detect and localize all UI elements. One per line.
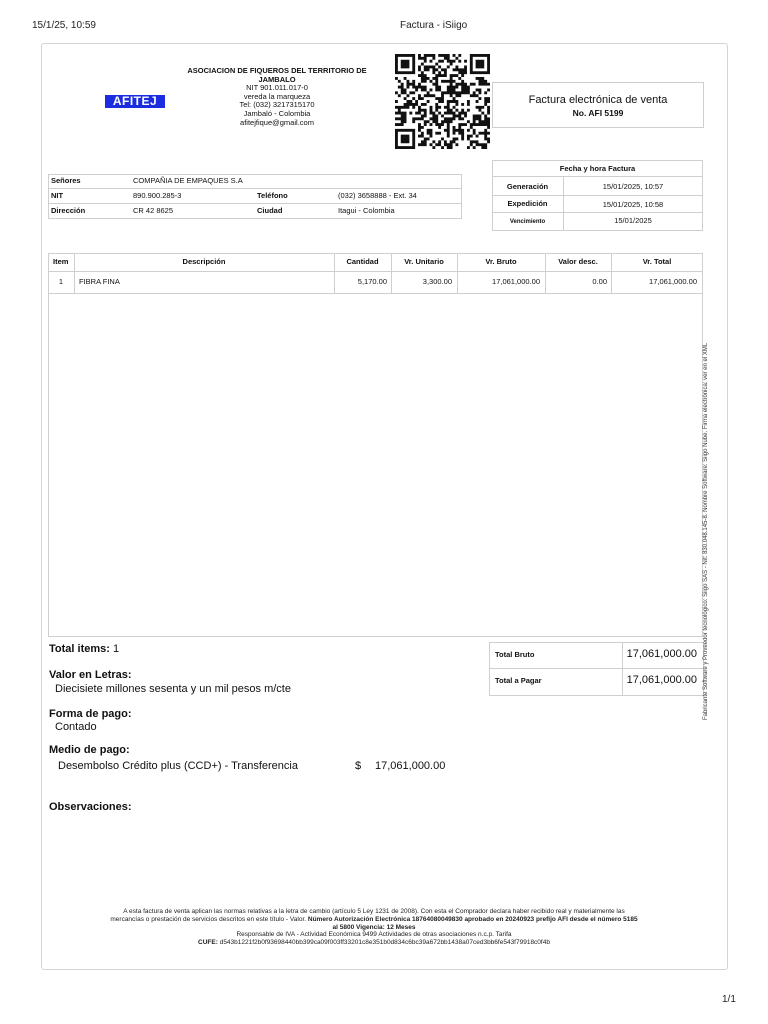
date-value-due: 15/01/2025 (614, 216, 652, 225)
footer-cufe (64, 939, 684, 947)
issuer-email: afitejfique@gmail.com (240, 117, 314, 127)
letters-label: Valor en Letras: (49, 669, 132, 681)
total-items-block (49, 643, 119, 655)
total-pay-value: 17,061,000.00 (626, 674, 697, 686)
customer-nit-label: NIT (51, 191, 64, 200)
col-header-discount: Valor desc. (558, 257, 598, 266)
software-provider-note: Fabricante Software y Proveedor tecnológico: Siigo SAS - Nit: 830.048.145-8. Nombre Software: Siigo Nube. Firma electrónica: ver en el XML (703, 342, 709, 720)
issuer-name-line1: ASOCIACION DE FIQUEROS DEL TERRITORIO DE (187, 66, 367, 75)
cell-discount: 0.00 (592, 277, 607, 286)
date-value-expedition: 15/01/2025, 10:58 (602, 200, 664, 209)
footer-authorization: Número Autorización Electrónica 18764080049830 aprobado en 20240923 prefijo AFI desde el número 5185 (307, 915, 638, 923)
customer-name-value: COMPAÑIA DE EMPAQUES S.A (133, 176, 243, 185)
cell-item: 1 (58, 277, 64, 286)
col-header-quantity: Cantidad (346, 257, 379, 266)
company-logo: AFITEJ (105, 95, 165, 108)
issuer-city: Jambaló - Colombia (243, 108, 311, 118)
print-page-count: 1/1 (722, 994, 736, 1005)
divider (492, 176, 703, 177)
cell-description: FIBRA FINA (79, 277, 120, 286)
footer-line4: Responsable de IVA - Actividad Económica 9499 Actividades de otras asociaciones n.c.p. Tarifa (236, 931, 512, 939)
col-header-description: Descripción (182, 257, 226, 266)
footer-line2 (64, 916, 684, 924)
customer-phone-value: (032) 3658888 - Ext. 34 (338, 191, 417, 200)
dates-header: Fecha y hora Factura (559, 164, 636, 173)
footer-line2a: mercancías o prestación de servicios descritos en este título - Valor. (110, 915, 307, 923)
divider (48, 271, 703, 272)
observations-label: Observaciones: (49, 801, 132, 813)
customer-nit-value: 890.900.285-3 (133, 191, 182, 200)
cell-gross: 17,061,000.00 (492, 277, 540, 286)
cell-quantity: 5,170.00 (357, 277, 387, 286)
customer-address-label: Dirección (51, 206, 86, 215)
date-label-due: Vencimiento (509, 219, 546, 225)
invoice-title: Factura electrónica de venta (528, 94, 668, 106)
total-pay-label: Total a Pagar (495, 676, 542, 685)
divider (48, 203, 462, 204)
qr-modules (395, 54, 490, 149)
footer-line3: al 5800 Vigencia: 12 Meses (332, 923, 416, 931)
col-header-unit-price: Vr. Unitario (404, 257, 444, 266)
total-items-value: 1 (112, 643, 120, 655)
date-value-generation: 15/01/2025, 10:57 (602, 182, 664, 191)
divider (48, 188, 462, 189)
issuer-name-line2: JAMBALO (258, 74, 296, 84)
payment-method-label: Medio de pago: (49, 744, 130, 756)
cufe-label: CUFE: (198, 939, 218, 947)
payment-method-value: Desembolso Crédito plus (CCD+) - Transferencia (58, 760, 298, 772)
cell-total: 17,061,000.00 (649, 277, 697, 286)
col-header-gross: Vr. Bruto (485, 257, 517, 266)
issuer-address: vereda la marqueza (243, 91, 311, 101)
letters-value: Diecisiete millones sesenta y un mil pesos m/cte (55, 683, 291, 695)
total-gross-label: Total Bruto (495, 650, 535, 659)
payment-amount: 17,061,000.00 (375, 760, 446, 772)
print-datetime: 15/1/25, 10:59 (32, 20, 96, 31)
customer-name-label: Señores (51, 176, 81, 185)
print-page-title: Factura - iSiigo (400, 20, 468, 31)
customer-city-label: Ciudad (257, 206, 283, 215)
divider (489, 668, 704, 669)
cell-unit-price: 3,300.00 (422, 277, 452, 286)
issuer-nit: NIT 901.011.017-0 (246, 83, 308, 93)
footer-line1: A esta factura de venta aplican las normas relativas a la letra de cambio (artículo 5 Ley 1231 de 2008). Con esta el Comprador declara haber recibido real y materialmente las (123, 908, 625, 915)
divider (492, 212, 703, 213)
divider (492, 195, 703, 196)
issuer-block (172, 67, 382, 127)
legal-footer (64, 908, 684, 947)
divider (48, 293, 703, 294)
date-label-expedition: Expedición (507, 199, 548, 208)
issuer-phone: Tel: (032) 3217315170 (239, 100, 315, 110)
qr-code-icon (395, 53, 490, 150)
date-label-generation: Generación (506, 182, 549, 191)
customer-address-value: CR 42 8625 (133, 206, 174, 215)
col-header-total: Vr. Total (642, 257, 672, 266)
total-gross-value: 17,061,000.00 (626, 648, 697, 660)
invoice-title-box (492, 82, 704, 128)
total-items-label: Total items: (49, 643, 110, 655)
customer-city-value: Itagui - Colombia (338, 206, 395, 215)
invoice-number: No. AFI 5199 (572, 108, 624, 118)
col-header-item: Item (53, 257, 69, 266)
payment-form-value: Contado (55, 721, 97, 733)
payment-currency: $ (355, 760, 362, 772)
payment-form-label: Forma de pago: (49, 708, 132, 720)
cufe-value: d543b1221f2b0f93698440bb399ca09f003ff33201c8e351b0d834c6bc39a672bb1438a07ced3bb6fe543f79918c0f4b (219, 939, 550, 947)
items-table (48, 253, 703, 637)
customer-phone-label: Teléfono (257, 191, 288, 200)
